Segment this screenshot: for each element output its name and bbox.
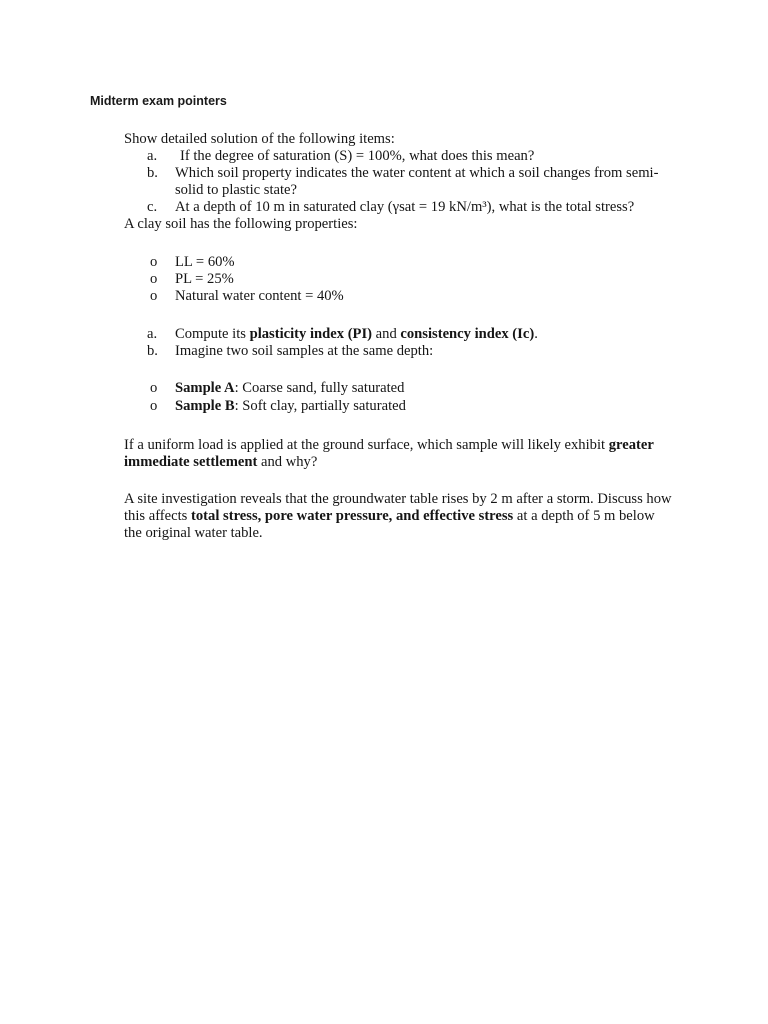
sample-b: Sample B: Soft clay, partially saturated [175, 398, 406, 414]
item-b-text-line2: solid to plastic state? [175, 182, 297, 198]
bullet-icon: o [150, 288, 158, 304]
item-a-text: If the degree of saturation (S) = 100%, what does this mean? [180, 148, 535, 164]
task-a-text: Compute its plasticity index (PI) and consistency index (Ic). [175, 326, 538, 342]
task-b-text: Imagine two soil samples at the same depth: [175, 343, 434, 359]
intro-line: Show detailed solution of the following items: [124, 131, 395, 147]
property-ll: LL = 60% [175, 254, 235, 270]
load-question-line1: If a uniform load is applied at the ground surface, which sample will likely exhibit greater [124, 437, 654, 453]
bullet-icon: o [150, 398, 158, 414]
consistency-index-term: consistency index (Ic) [400, 326, 535, 342]
groundwater-line1: A site investigation reveals that the groundwater table rises by 2 m after a storm. Discuss how [124, 491, 672, 507]
load-question-line2: immediate settlement and why? [124, 454, 318, 470]
property-pl: PL = 25% [175, 271, 234, 287]
item-b-marker: b. [147, 165, 158, 181]
item-a-marker: a. [147, 148, 158, 164]
groundwater-line3: the original water table. [124, 525, 263, 541]
bullet-icon: o [150, 271, 158, 287]
sample-a: Sample A: Coarse sand, fully saturated [175, 380, 405, 396]
plasticity-index-term: plasticity index (PI) [249, 326, 373, 342]
clay-intro-line: A clay soil has the following properties: [124, 216, 358, 232]
task-b-marker: b. [147, 343, 158, 359]
bullet-icon: o [150, 254, 158, 270]
item-b-text-line1: Which soil property indicates the water content at which a soil changes from semi- [175, 165, 659, 181]
property-water-content: Natural water content = 40% [175, 288, 344, 304]
item-c-marker: c. [147, 199, 158, 215]
groundwater-line2: this affects total stress, pore water pressure, and effective stress at a depth of 5 m below [124, 508, 655, 524]
bullet-icon: o [150, 380, 158, 396]
document-heading: Midterm exam pointers [90, 94, 227, 108]
item-c-text: At a depth of 10 m in saturated clay (γsat = 19 kN/m³), what is the total stress? [175, 199, 635, 215]
task-a-marker: a. [147, 326, 158, 342]
